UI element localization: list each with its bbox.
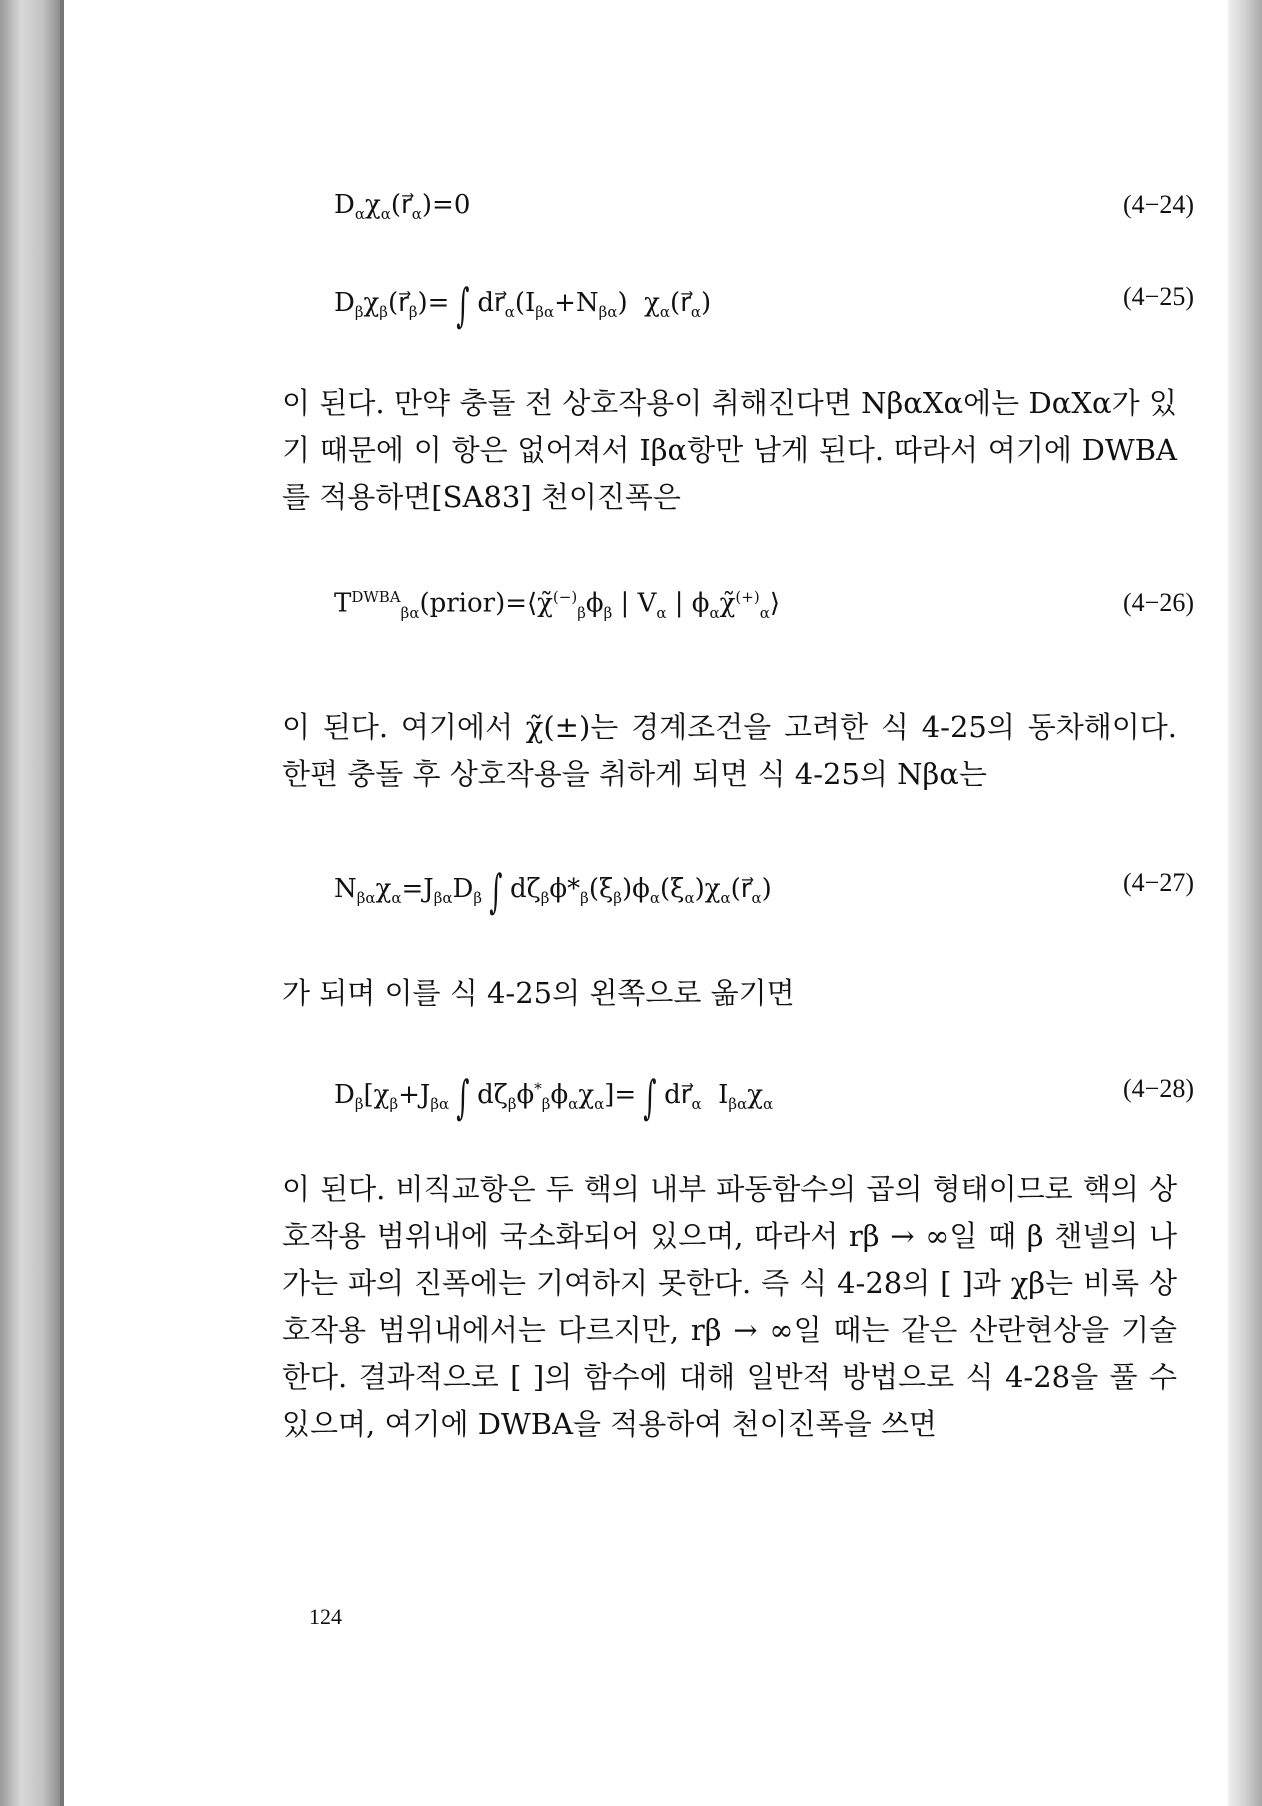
- equation-number: (4−27): [1123, 868, 1194, 897]
- equation-4-27: [334, 864, 1194, 918]
- equation-number: (4−25): [1123, 282, 1194, 311]
- equation-4-26: [334, 588, 1194, 632]
- equation-number: (4−26): [1123, 588, 1194, 617]
- equation-4-25: [334, 278, 1194, 332]
- page-number: 124: [309, 1604, 342, 1629]
- equation-4-24: [334, 190, 1194, 230]
- book-spine: [0, 0, 60, 1806]
- equation-body: $N_{\beta\alpha}\chi_\alpha=J_{\beta\alpha}D_\beta$ ∫ $d\zeta_\beta\phi*_\beta(\xi_\beta)\phi_\alpha(\xi_\alpha)\chi_\alpha(r⃗_\alpha)$: [334, 864, 772, 918]
- paragraph-1: 이 된다. 만약 충돌 전 상호작용이 취해진다면 NβαXα에는 DαXα가 있기 때문에 이 항은 없어져서 Iβα항만 남게 된다. 따라서 여기에 DWBA를 적용하면[SA83] 천이진폭은: [282, 386, 1177, 514]
- paragraph-3: 가 되며 이를 식 4-25의 왼쪽으로 옮기면: [282, 976, 795, 1010]
- equation-body: $D_\alpha\chi_\alpha(r⃗_\alpha)=0$: [334, 190, 471, 224]
- equation-4-28: [334, 1070, 1194, 1124]
- equation-body: $D_\beta\chi_\beta(r⃗_\beta)=$ ∫ $dr⃗_\alpha(I_{\beta\alpha}+N_{\beta\alpha})$ $\chi_\alpha(r⃗_\alpha)$: [334, 278, 712, 332]
- equation-number: (4−24): [1123, 190, 1194, 219]
- paragraph-2: 이 된다. 여기에서 χ̃(±)는 경계조건을 고려한 식 4-25의 동차해이다. 한편 충돌 후 상호작용을 취하게 되면 식 4-25의 Nβα는: [282, 710, 1177, 791]
- equation-body: $T^{DWBA}_{\beta\alpha}(prior)=⟨\chĩ^{(-)}_\beta\phi_\beta$ | $V_\alpha$ | $\phi_\alpha\chĩ^{(+)}_\alpha⟩$: [334, 588, 780, 622]
- page-edge: [1228, 0, 1262, 1806]
- document-page: [64, 0, 1228, 1806]
- equation-number: (4−28): [1123, 1074, 1194, 1103]
- paragraph-4: 이 된다. 비직교항은 두 핵의 내부 파동함수의 곱의 형태이므로 핵의 상호작용 범위내에 국소화되어 있으며, 따라서 rβ → ∞일 때 β 챈넬의 나가는 파의 진폭에는 기여하지 못한다. 즉 식 4-28의 [ ]과 χβ는 비록 상호작용 범위내에서는 다르지만, rβ → ∞일 때는 같은 산란현상을 기술한다. 결과적으로 [ ]의 함수에 대해 일반적 방법으로 식 4-28을 풀 수 있으며, 여기에 DWBA을 적용하여 천이진폭을 쓰면: [282, 1172, 1177, 1441]
- equation-body: $D_\beta[\chi_\beta+J_{\beta\alpha}$ ∫ $d\zeta_\beta\phi^*_\beta\phi_\alpha\chi_\alpha]=$ ∫ $dr⃗_\alpha$ $I_{\beta\alpha}\chi_\alpha$: [334, 1070, 774, 1124]
